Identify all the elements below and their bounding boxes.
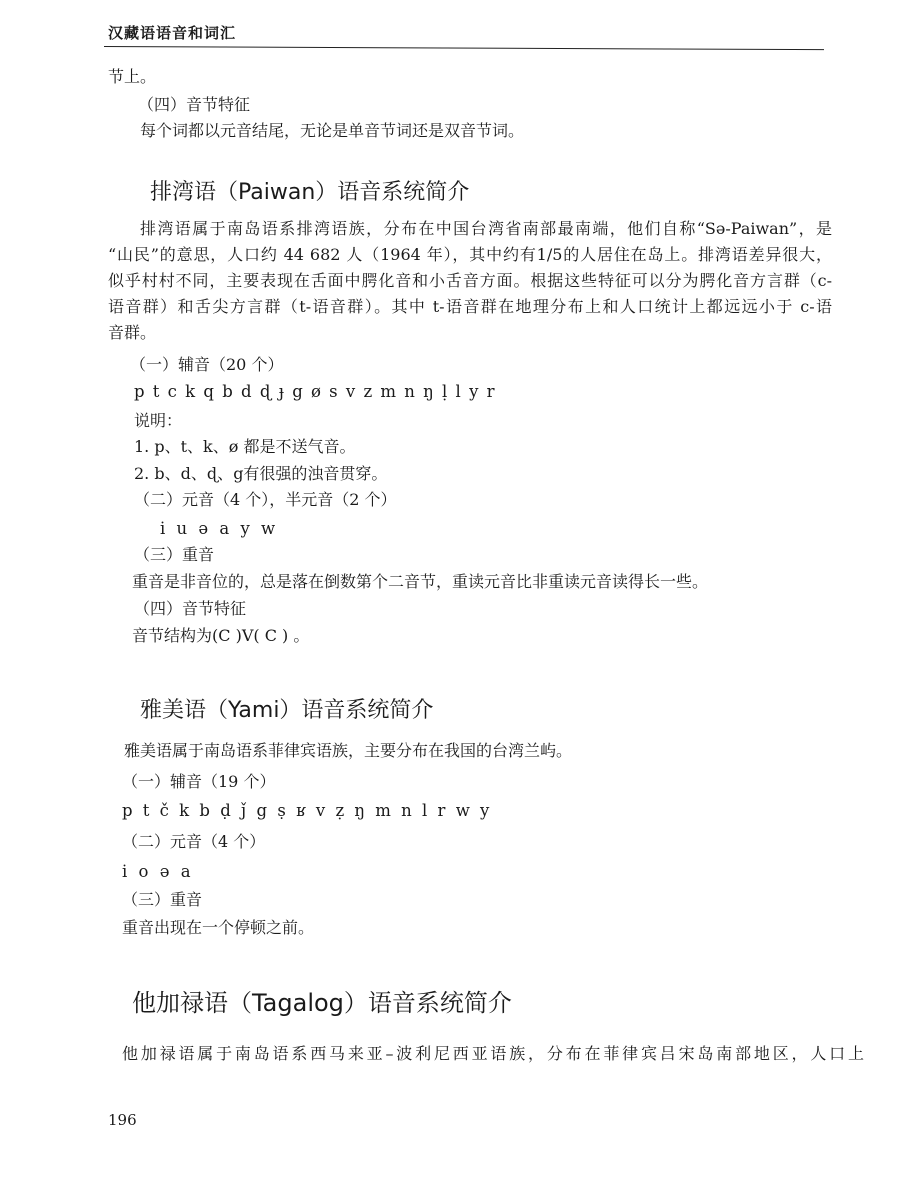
- section-heading-paiwan: 排湾语（Paiwan）语音系统简介: [150, 180, 470, 205]
- note-title: 说明：: [134, 411, 183, 430]
- vowel-list: i u ə a y w: [160, 519, 279, 538]
- vowel-list: i o ə a: [122, 862, 194, 881]
- paragraph-text: 音节结构为(C )V( C ) 。: [132, 626, 310, 645]
- paragraph-line: 似乎村村不同，主要表现在舌面中腭化音和小舌音方面。根据这些特征可以分为腭化音方言群（c-: [108, 271, 832, 290]
- consonant-list: p t č k b ḍ ǰ g ṣ ʁ v ẓ ŋ m n l r w y: [122, 801, 492, 820]
- subsection-title: （一）辅音（19 个）: [122, 772, 276, 791]
- subsection-title: （三）重音: [122, 890, 203, 909]
- paragraph-text: 雅美语属于南岛语系菲律宾语族，主要分布在我国的台湾兰屿。: [124, 741, 573, 760]
- section-heading-yami: 雅美语（Yami）语音系统简介: [140, 698, 434, 723]
- subsection-title: （二）元音（4 个），半元音（2 个）: [134, 490, 397, 509]
- paragraph-text: 重音是非音位的，总是落在倒数第个二音节，重读元音比非重读元音读得长一些。: [132, 572, 709, 591]
- paragraph-line: 排湾语属于南岛语系排湾语族，分布在中国台湾省南部最南端，他们自称“Sə-Paiwan”，是: [140, 219, 832, 238]
- section-heading-tagalog: 他加禄语（Tagalog）语音系统简介: [132, 989, 512, 1017]
- subsection-title: （四）音节特征: [138, 95, 251, 114]
- subsection-title: （三）重音: [134, 545, 215, 564]
- subsection-title: （四）音节特征: [134, 599, 247, 618]
- header-rule: [104, 46, 824, 50]
- subsection-title: （二）元音（4 个）: [122, 832, 266, 851]
- running-header: 汉藏语语音和词汇: [108, 24, 237, 42]
- paragraph-line: 音群。: [108, 323, 157, 342]
- paragraph-line: 语音群）和舌尖方言群（t-语音群）。其中 t-语音群在地理分布上和人口统计上都远远小于 c-语: [108, 297, 832, 316]
- consonant-list: p t c k q b d ɖ ɟ g ø s v z m n ŋ ḷ l y r: [134, 382, 497, 401]
- paragraph-line: “山民”的意思，人口约 44 682 人（1964 年），其中约有1/5的人居住在岛上。排湾语差异很大，: [108, 245, 832, 264]
- note-item: 1. p、t、k、ø 都是不送气音。: [134, 437, 356, 456]
- paragraph-text: 每个词都以元音结尾，无论是单音节词还是双音节词。: [140, 121, 525, 140]
- paragraph-text: 重音出现在一个停顿之前。: [122, 918, 315, 937]
- note-item: 2. b、d、ɖ、g有很强的浊音贯穿。: [134, 464, 388, 483]
- page-number: 196: [108, 1111, 137, 1129]
- paragraph-line: 他加禄语属于南岛语系西马来亚–波利尼西亚语族，分布在菲律宾吕宋岛南部地区，人口上: [122, 1044, 864, 1063]
- subsection-title: （一）辅音（20 个）: [130, 355, 284, 374]
- continued-text: 节上。: [108, 67, 157, 86]
